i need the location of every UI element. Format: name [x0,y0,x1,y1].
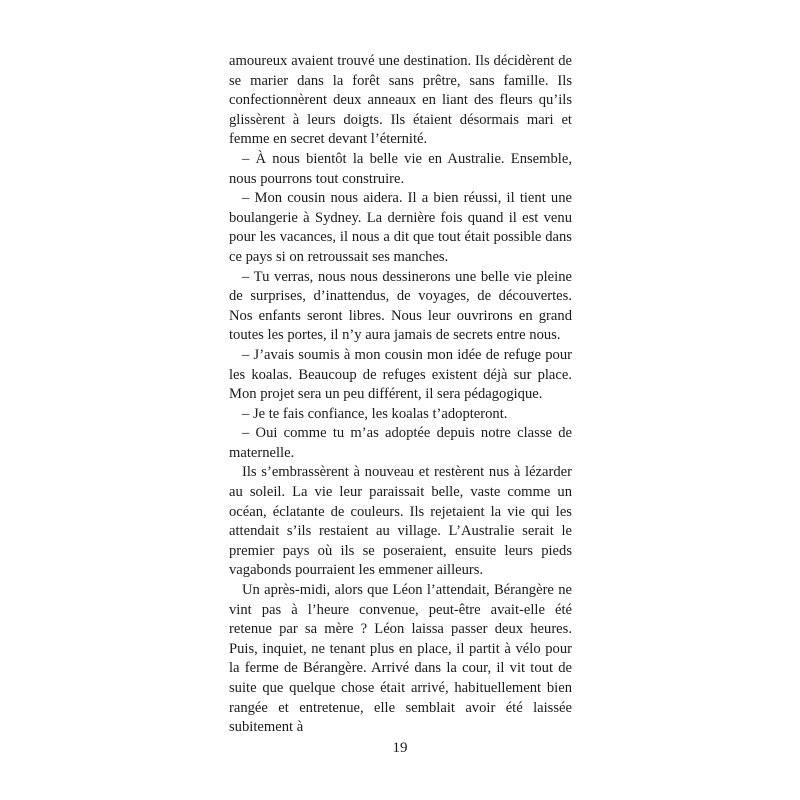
paragraph: Ils s’embrassèrent à nouveau et restèrent nus à lézarder au soleil. La vie leur paraissait belle, vaste comme un océan, éclatante de couleurs. Ils rejetaient la vie qui les attendait s’ils restaient au village. L’Australie serait le premier pays où ils se poseraient, ensuite leurs pieds vagabonds pourraient les emmener ailleurs. [229,464,572,579]
paragraph: – Oui comme tu m’as adoptée depuis notre classe de maternelle. [229,425,572,461]
paragraph: amoureux avaient trouvé une destination. Ils décidèrent de se marier dans la forêt sans prêtre, sans famille. Ils confectionnèrent deux anneaux en liant des fleurs qu’ils glissèrent à leurs doigts. Ils étaient désormais mari et femme en secret devant l’éternité. [229,53,572,148]
paragraph: – Tu verras, nous nous dessinerons une belle vie pleine de surprises, d’inattendus, de voyages, de découvertes. Nos enfants seront libres. Nous leur ouvrirons en grand toutes les portes, il n’y aura jamais de secrets entre nous. [229,268,572,344]
paragraph: – Mon cousin nous aidera. Il a bien réussi, il tient une boulangerie à Sydney. La dernière fois quand il est venu pour les vacances, il nous a dit que tout était possible dans ce pays si on retroussait ses manches. [229,190,572,265]
paragraph: – Je te fais confiance, les koalas t’adopteront. [242,405,508,422]
paragraph: Un après-midi, alors que Léon l’attendait, Bérangère ne vint pas à l’heure convenue, peut-être avait-elle été retenue par sa mère ? Léon laissa passer deux heures. Puis, inquiet, ne tenant plus en place, il partit à vélo pour la ferme de Bérangère. Arrivé dans la cour, il vit tout de suite que quelque chose était arrivé, habituellement bien rangée et entretenue, elle semblait avoir été laissée subitement à [229,582,572,736]
paragraph: – À nous bientôt la belle vie en Australie. Ensemble, nous pourrons tout construire. [229,150,572,187]
paragraph: – J’avais soumis à mon cousin mon idée de refuge pour les koalas. Beaucoup de refuges existent déjà sur place. Mon projet sera un peu différent, il sera pédagogique. [229,346,572,403]
body-text [229,52,572,738]
page-number: 19 [392,740,408,756]
